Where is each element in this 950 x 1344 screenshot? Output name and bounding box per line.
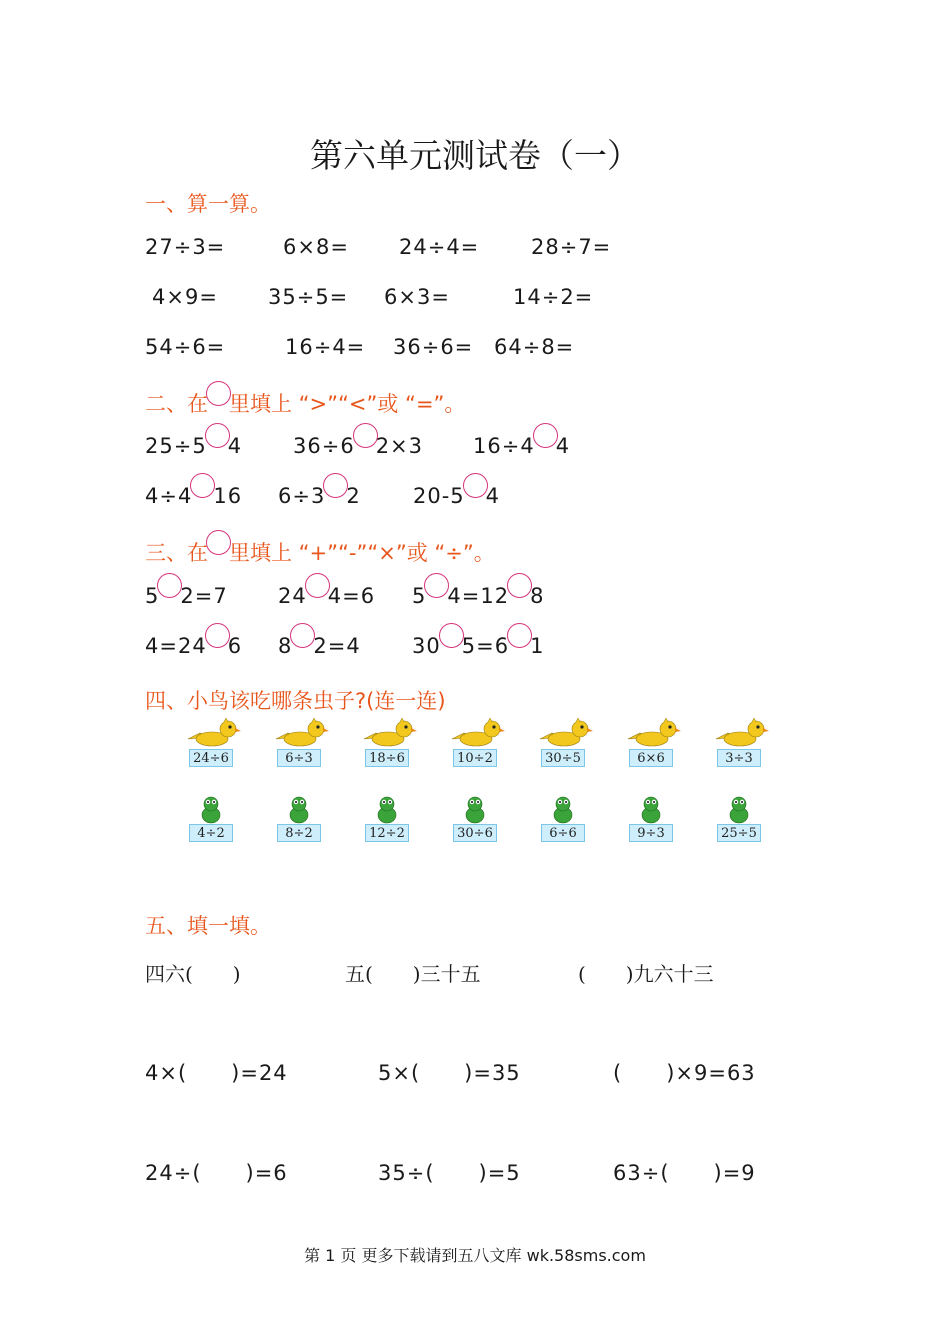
calc-item: 28÷7=: [531, 235, 612, 259]
bug-icon: [548, 795, 578, 825]
fill-item: 63÷( )=9: [613, 1161, 756, 1185]
page-title: 第六单元测试卷（一）: [310, 136, 640, 175]
answer-circle[interactable]: [424, 573, 449, 598]
bug-icon: [724, 795, 754, 825]
calc-item: 24÷4=: [399, 235, 480, 259]
fill-item: ( )×9=63: [613, 1061, 756, 1085]
answer-circle[interactable]: [463, 473, 488, 498]
answer-circle[interactable]: [205, 423, 230, 448]
calc-item: 36÷6=: [393, 335, 474, 359]
answer-circle[interactable]: [190, 473, 215, 498]
answer-circle[interactable]: [305, 573, 330, 598]
operator-item: 5 2=7: [145, 580, 228, 608]
fill-item: 5×( )=35: [378, 1061, 521, 1085]
bug-label: 25÷5: [717, 824, 761, 842]
answer-circle[interactable]: [290, 623, 315, 648]
bird-icon: [362, 717, 418, 749]
bird-card[interactable]: [274, 717, 322, 766]
answer-circle[interactable]: [323, 473, 348, 498]
operator-item: 24 4=6: [278, 580, 375, 608]
bird-card[interactable]: [362, 717, 410, 766]
section-4-heading: 四、小鸟该吃哪条虫子?(连一连): [145, 689, 446, 713]
bird-icon: [714, 717, 770, 749]
bird-icon: [450, 717, 506, 749]
bug-icon: [636, 795, 666, 825]
bug-icon: [284, 795, 314, 825]
calc-item: 54÷6=: [145, 335, 226, 359]
bug-label: 9÷3: [629, 824, 673, 842]
bug-label: 8÷2: [277, 824, 321, 842]
answer-circle-icon: [206, 530, 231, 555]
section-5-heading: 五、填一填。: [145, 914, 271, 938]
calc-item: 4×9=: [152, 285, 218, 309]
calc-item: 64÷8=: [494, 335, 575, 359]
bird-label: 30÷5: [541, 749, 585, 767]
bug-label: 12÷2: [365, 824, 409, 842]
fill-item: 4×( )=24: [145, 1061, 288, 1085]
bird-label: 6÷3: [277, 749, 321, 767]
bird-label: 3÷3: [717, 749, 761, 767]
section-2-heading: 二、在 里填上 “>”“<”或 “=”。: [145, 388, 465, 418]
bird-icon: [626, 717, 682, 749]
compare-item: 4÷4 16: [145, 480, 242, 508]
fill-item: 四六( ): [145, 962, 241, 986]
bug-label: 6÷6: [541, 824, 585, 842]
answer-circle[interactable]: [353, 423, 378, 448]
section-3-heading: 三、在 里填上 “+”“-”“×”或 “÷”。: [145, 537, 495, 567]
section-1-heading: 一、算一算。: [145, 192, 271, 216]
compare-item: 16÷4 4: [473, 430, 570, 458]
calc-item: 14÷2=: [513, 285, 594, 309]
bug-card[interactable]: [186, 795, 234, 841]
calc-item: 35÷5=: [268, 285, 349, 309]
bird-card[interactable]: [450, 717, 498, 766]
answer-circle[interactable]: [533, 423, 558, 448]
bird-label: 24÷6: [189, 749, 233, 767]
bird-label: 6×6: [629, 749, 673, 767]
bird-label: 10÷2: [453, 749, 497, 767]
calc-item: 27÷3=: [145, 235, 226, 259]
bug-card[interactable]: [274, 795, 322, 841]
bug-label: 4÷2: [189, 824, 233, 842]
calc-item: 6×3=: [384, 285, 450, 309]
bird-label: 18÷6: [365, 749, 409, 767]
bird-icon: [538, 717, 594, 749]
bird-card[interactable]: [714, 717, 762, 766]
compare-item: 6÷3 2: [278, 480, 361, 508]
bug-icon: [460, 795, 490, 825]
fill-item: 五( )三十五: [345, 962, 481, 986]
bird-icon: [186, 717, 242, 749]
operator-item: 8 2=4: [278, 630, 361, 658]
bug-icon: [372, 795, 402, 825]
bug-card[interactable]: [450, 795, 498, 841]
operator-item: 30 5=6 1: [412, 630, 544, 658]
bug-card[interactable]: [362, 795, 410, 841]
bug-card[interactable]: [538, 795, 586, 841]
answer-circle[interactable]: [507, 623, 532, 648]
page-footer: 第 1 页 更多下载请到五八文库 wk.58sms.com: [304, 1246, 646, 1265]
answer-circle[interactable]: [507, 573, 532, 598]
compare-item: 36÷6 2×3: [293, 430, 423, 458]
compare-item: 25÷5 4: [145, 430, 242, 458]
compare-item: 20-5 4: [413, 480, 500, 508]
calc-item: 16÷4=: [285, 335, 366, 359]
answer-circle[interactable]: [205, 623, 230, 648]
fill-item: 24÷( )=6: [145, 1161, 288, 1185]
answer-circle[interactable]: [439, 623, 464, 648]
bug-card[interactable]: [714, 795, 762, 841]
operator-item: 5 4=12 8: [412, 580, 544, 608]
bug-label: 30÷6: [453, 824, 497, 842]
fill-item: 35÷( )=5: [378, 1161, 521, 1185]
calc-item: 6×8=: [283, 235, 349, 259]
bug-icon: [196, 795, 226, 825]
bird-card[interactable]: [538, 717, 586, 766]
answer-circle[interactable]: [157, 573, 182, 598]
bird-card[interactable]: [186, 717, 234, 766]
fill-item: ( )九六十三: [578, 962, 714, 986]
bird-card[interactable]: [626, 717, 674, 766]
bug-card[interactable]: [626, 795, 674, 841]
answer-circle-icon: [206, 381, 231, 406]
bird-icon: [274, 717, 330, 749]
operator-item: 4=24 6: [145, 630, 242, 658]
